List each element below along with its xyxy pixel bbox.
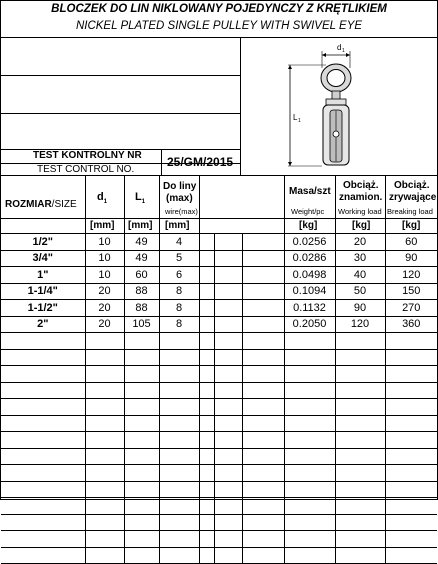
cell-d1 (85, 547, 124, 564)
cell-empty (199, 349, 214, 366)
cell-empty (242, 267, 284, 284)
cell-empty (214, 432, 242, 449)
cell-mass (284, 349, 335, 366)
divider (1, 113, 240, 114)
test-label-english: TEST CONTROL NO. (37, 164, 135, 175)
cell-breaking: 120 (385, 267, 437, 284)
cell-size (1, 382, 85, 399)
cell-d1 (85, 432, 124, 449)
cell-empty (242, 316, 284, 333)
wire-header-line1: Do liny (163, 181, 197, 192)
cell-size (1, 432, 85, 449)
cell-wire: 8 (159, 283, 199, 300)
breaking-header-en: Breaking load (387, 207, 433, 216)
divider (1, 75, 240, 76)
cell-empty (242, 366, 284, 383)
cell-size (1, 547, 85, 564)
cell-l1 (124, 382, 159, 399)
working-header-line2: znamion. (339, 192, 383, 203)
cell-breaking (385, 399, 437, 416)
table-row (1, 415, 437, 432)
pulley-drawing (240, 38, 437, 176)
cell-mass (284, 531, 335, 548)
table-row (1, 300, 437, 317)
table-row (1, 283, 437, 300)
cell-wire (159, 465, 199, 482)
cell-size: 3/4" (1, 250, 85, 267)
cell-size: 1-1/2" (1, 300, 85, 317)
cell-d1 (85, 349, 124, 366)
cell-breaking: 90 (385, 250, 437, 267)
cell-empty (214, 234, 242, 250)
cell-wire (159, 349, 199, 366)
cell-wire (159, 333, 199, 350)
cell-empty (199, 481, 214, 498)
cell-empty (242, 415, 284, 432)
cell-empty (199, 316, 214, 333)
cell-d1 (85, 481, 124, 498)
cell-wire: 5 (159, 250, 199, 267)
cell-wire (159, 514, 199, 531)
cell-empty (242, 283, 284, 300)
cell-breaking (385, 349, 437, 366)
cell-size: 1-1/4" (1, 283, 85, 300)
cell-l1 (124, 531, 159, 548)
mass-header-en: Weight/pc (291, 207, 325, 216)
table-row (1, 399, 437, 416)
title-english: NICKEL PLATED SINGLE PULLEY WITH SWIVEL EYE (75, 20, 363, 32)
cell-empty (242, 300, 284, 317)
cell-empty (199, 465, 214, 482)
cell-breaking (385, 514, 437, 531)
cell-l1 (124, 415, 159, 432)
cell-size (1, 448, 85, 465)
cell-empty (214, 399, 242, 416)
d1-header: $d_1$ (97, 191, 108, 206)
l1-sub: 1 (298, 118, 301, 124)
table-row (1, 349, 437, 366)
breaking-header-line1: Obciąż. (394, 180, 430, 191)
cell-l1 (124, 399, 159, 416)
table-row (1, 234, 437, 250)
table-row (1, 333, 437, 350)
cell-l1: 60 (124, 267, 159, 284)
cell-working (335, 333, 385, 350)
cell-breaking (385, 547, 437, 564)
cell-working: 90 (335, 300, 385, 317)
table-row (1, 382, 437, 399)
cell-working (335, 366, 385, 383)
cell-d1 (85, 415, 124, 432)
cell-size: 2" (1, 316, 85, 333)
cell-wire (159, 432, 199, 449)
cell-mass (284, 448, 335, 465)
divider (1, 175, 437, 176)
l1-unit: [mm] (128, 220, 153, 231)
cell-empty (214, 382, 242, 399)
cell-d1 (85, 465, 124, 482)
cell-size (1, 514, 85, 531)
table-row (1, 547, 437, 564)
cell-empty (242, 234, 284, 250)
cell-working: 120 (335, 316, 385, 333)
cell-d1 (85, 514, 124, 531)
cell-empty (242, 448, 284, 465)
cell-breaking (385, 531, 437, 548)
cell-l1 (124, 465, 159, 482)
cell-empty (242, 465, 284, 482)
title-block (1, 1, 437, 38)
cell-d1: 10 (85, 267, 124, 284)
cell-empty (242, 333, 284, 350)
cell-breaking: 150 (385, 283, 437, 300)
cell-mass (284, 481, 335, 498)
cell-l1 (124, 432, 159, 449)
cell-wire (159, 382, 199, 399)
cell-working (335, 415, 385, 432)
cell-empty (242, 349, 284, 366)
cell-empty (214, 547, 242, 564)
cell-working (335, 514, 385, 531)
mass-unit: [kg] (299, 220, 318, 231)
cell-working (335, 382, 385, 399)
cell-l1 (124, 547, 159, 564)
cell-empty (199, 250, 214, 267)
cell-size (1, 349, 85, 366)
cell-mass: 0.2050 (284, 316, 335, 333)
cell-size: 1/2" (1, 234, 85, 250)
cell-empty (214, 267, 242, 284)
cell-mass: 0.1094 (284, 283, 335, 300)
wire-unit: [mm] (165, 220, 190, 231)
cell-empty (199, 547, 214, 564)
table-row (1, 267, 437, 284)
working-header-en: Working load (338, 207, 382, 216)
cell-empty (242, 514, 284, 531)
cell-empty (199, 415, 214, 432)
cell-empty (199, 234, 214, 250)
cell-wire (159, 531, 199, 548)
cell-empty (199, 366, 214, 383)
cell-empty (199, 531, 214, 548)
cell-size (1, 481, 85, 498)
table-row (1, 531, 437, 548)
wire-header-line2: (max) (166, 193, 193, 204)
cell-breaking (385, 333, 437, 350)
cell-l1: 88 (124, 283, 159, 300)
cell-breaking (385, 415, 437, 432)
cell-wire: 4 (159, 234, 199, 250)
test-number: 25/GM/2015 (167, 155, 234, 169)
cell-empty (214, 448, 242, 465)
cell-empty (242, 382, 284, 399)
cell-empty (242, 481, 284, 498)
cell-size (1, 333, 85, 350)
cell-working (335, 531, 385, 548)
pulley-icon (240, 38, 437, 176)
cell-empty (214, 333, 242, 350)
cell-d1 (85, 333, 124, 350)
cell-l1 (124, 481, 159, 498)
l1-label: L (293, 113, 298, 122)
cell-empty (214, 300, 242, 317)
cell-working (335, 432, 385, 449)
cell-mass (284, 514, 335, 531)
cell-mass: 0.0498 (284, 267, 335, 284)
cell-empty (214, 316, 242, 333)
cell-wire: 6 (159, 267, 199, 284)
cell-d1: 10 (85, 234, 124, 250)
cell-empty (214, 531, 242, 548)
cell-empty (199, 283, 214, 300)
cell-mass: 0.0286 (284, 250, 335, 267)
table-row (1, 432, 437, 449)
cell-size (1, 531, 85, 548)
cell-l1: 105 (124, 316, 159, 333)
cell-working: 30 (335, 250, 385, 267)
size-header: ROZMIAR/SIZE (5, 199, 77, 210)
cell-l1 (124, 366, 159, 383)
cell-empty (199, 382, 214, 399)
cell-breaking (385, 382, 437, 399)
cell-breaking (385, 448, 437, 465)
cell-d1: 20 (85, 300, 124, 317)
cell-mass (284, 547, 335, 564)
cell-d1 (85, 382, 124, 399)
cell-wire: 8 (159, 316, 199, 333)
spec-table (1, 234, 437, 564)
cell-mass (284, 415, 335, 432)
l1-header: $L_1$ (135, 191, 146, 206)
table-row (1, 366, 437, 383)
wire-header-en: wire(max) (165, 207, 198, 216)
cell-mass (284, 465, 335, 482)
cell-l1 (124, 448, 159, 465)
cell-wire: 8 (159, 300, 199, 317)
working-header-line1: Obciąż. (343, 180, 379, 191)
cell-empty (214, 465, 242, 482)
breaking-unit: [kg] (402, 220, 421, 231)
cell-empty (199, 514, 214, 531)
cell-mass (284, 399, 335, 416)
cell-l1 (124, 514, 159, 531)
cell-empty (242, 250, 284, 267)
table-row (1, 316, 437, 333)
cell-working: 50 (335, 283, 385, 300)
cell-mass (284, 432, 335, 449)
cell-wire (159, 547, 199, 564)
cell-wire (159, 415, 199, 432)
cell-empty (199, 333, 214, 350)
cell-breaking: 360 (385, 316, 437, 333)
cell-empty (242, 432, 284, 449)
cell-empty (199, 448, 214, 465)
cell-working (335, 465, 385, 482)
cell-working (335, 481, 385, 498)
cell-empty (214, 250, 242, 267)
cell-mass (284, 333, 335, 350)
cell-empty (214, 366, 242, 383)
cell-working: 40 (335, 267, 385, 284)
cell-empty (199, 300, 214, 317)
cell-empty (199, 399, 214, 416)
cell-empty (242, 547, 284, 564)
cell-empty (242, 399, 284, 416)
cell-mass (284, 366, 335, 383)
cell-working (335, 547, 385, 564)
cell-mass (284, 382, 335, 399)
cell-breaking (385, 432, 437, 449)
cell-empty (242, 531, 284, 548)
cell-wire (159, 366, 199, 383)
cell-breaking (385, 481, 437, 498)
working-unit: [kg] (352, 220, 371, 231)
cell-mass: 0.0256 (284, 234, 335, 250)
cell-size: 1" (1, 267, 85, 284)
cell-wire (159, 481, 199, 498)
cell-working (335, 349, 385, 366)
d1-sub: 1 (342, 48, 345, 54)
divider (161, 149, 162, 176)
cell-breaking (385, 465, 437, 482)
cell-size (1, 399, 85, 416)
cell-d1 (85, 399, 124, 416)
cell-empty (214, 283, 242, 300)
d1-unit: [mm] (90, 220, 115, 231)
mass-header: Masa/szt (289, 186, 331, 197)
d1-label: d (337, 43, 342, 52)
cell-empty (214, 415, 242, 432)
cell-empty (199, 267, 214, 284)
cell-d1 (85, 531, 124, 548)
cell-l1: 88 (124, 300, 159, 317)
cell-d1: 20 (85, 316, 124, 333)
cell-d1: 10 (85, 250, 124, 267)
cell-size (1, 465, 85, 482)
table-row (1, 481, 437, 498)
cell-l1 (124, 349, 159, 366)
cell-d1 (85, 366, 124, 383)
cell-empty (214, 349, 242, 366)
cell-d1 (85, 448, 124, 465)
cell-empty (214, 514, 242, 531)
title-polish: BLOCZEK DO LIN NIKLOWANY POJEDYNCZY Z KRĘTLIKIEM (51, 3, 387, 15)
cell-empty (214, 481, 242, 498)
cell-l1: 49 (124, 250, 159, 267)
cell-working (335, 448, 385, 465)
cell-mass: 0.1132 (284, 300, 335, 317)
cell-empty (199, 432, 214, 449)
cell-working: 20 (335, 234, 385, 250)
cell-d1: 20 (85, 283, 124, 300)
cell-l1 (124, 333, 159, 350)
cell-breaking: 270 (385, 300, 437, 317)
cell-wire (159, 399, 199, 416)
table-row (1, 514, 437, 531)
test-label-polish: TEST KONTROLNY NR (33, 150, 142, 161)
cell-working (335, 399, 385, 416)
cell-size (1, 415, 85, 432)
table-row (1, 465, 437, 482)
cell-l1: 49 (124, 234, 159, 250)
cell-size (1, 366, 85, 383)
cell-breaking (385, 366, 437, 383)
table-row (1, 250, 437, 267)
table-row (1, 448, 437, 465)
cell-breaking: 60 (385, 234, 437, 250)
cell-wire (159, 448, 199, 465)
breaking-header-line2: zrywające (389, 192, 437, 203)
